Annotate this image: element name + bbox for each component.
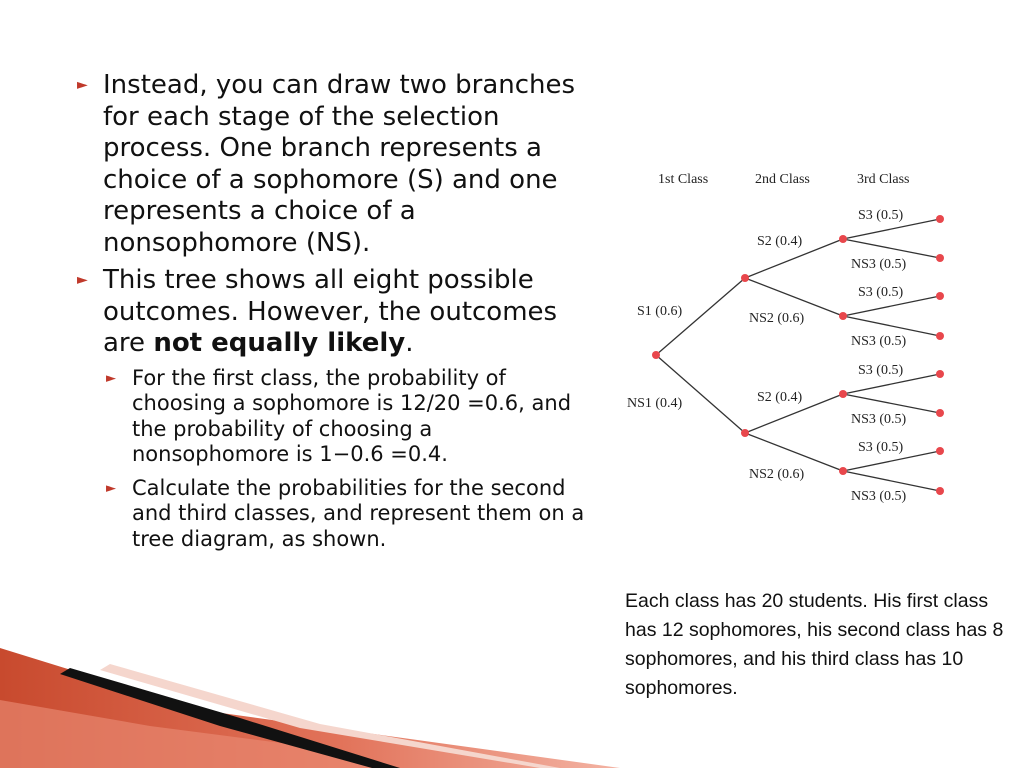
bullet-1 [75,70,595,259]
sub-bullet-arrow-icon: ► [106,480,116,496]
tree-leaf [936,487,944,495]
branch-ns1 [656,355,745,433]
tree-leaf [936,332,944,340]
tree-leaf [936,409,944,417]
tree-node [741,274,749,282]
branch-ns3 [843,394,940,413]
bullet-2-text: This tree shows all eight possible outcomes. However, the outcomes are [103,265,558,358]
tree-node [741,429,749,437]
label-s3: S3 (0.5) [858,285,904,300]
label-s3: S3 (0.5) [858,363,904,378]
branch-ns3 [843,316,940,336]
header-2nd-class: 2nd Class [755,172,810,187]
label-s1: S1 (0.6) [637,304,683,319]
bullet-2 [75,265,595,360]
tree-leaf [936,215,944,223]
header-3rd-class: 3rd Class [857,172,910,187]
bullet-arrow-icon: ► [77,272,88,288]
tree-diagram [600,150,960,520]
branch-ns3 [843,471,940,491]
bullet-2-period: . [405,328,414,358]
label-s3: S3 (0.5) [858,440,904,455]
tree-node [839,467,847,475]
bullet-arrow-icon: ► [77,77,88,93]
tree-leaf [936,447,944,455]
sub-bullet-2 [104,476,595,553]
branch-ns3 [843,239,940,258]
header-1st-class: 1st Class [658,172,709,187]
sub-bullet-1-text: For the first class, the probability of choosing a sophomore is 12/20 =0.6, and the probability of choosing a nonsophomore is 1−0.6 =0.4. [132,365,572,466]
label-ns1: NS1 (0.4) [627,396,683,411]
label-s2-upper: S2 (0.4) [757,234,803,249]
label-ns3: NS3 (0.5) [851,334,907,349]
sub-bullet-arrow-icon: ► [106,370,116,386]
sub-bullet-2-text: Calculate the probabilities for the second and third classes, and represent them on a tree diagram, as shown. [132,475,585,551]
label-ns2-upper: NS2 (0.6) [749,311,805,326]
decorative-swoosh [0,640,620,768]
tree-node [839,390,847,398]
tree-node [839,312,847,320]
bullet-2-bold-text: not equally likely [153,328,406,358]
label-ns3: NS3 (0.5) [851,257,907,272]
label-ns3: NS3 (0.5) [851,489,907,504]
tree-leaf [936,254,944,262]
tree-leaf [936,370,944,378]
caption-text: Each class has 20 students. His first class has 12 sophomores, his second class has 8 sophomores, and his third class has 10 sophomores. [625,590,1004,699]
tree-node-root [652,351,660,359]
branch-ns2-lower [745,433,843,471]
tree-node [839,235,847,243]
tree-leaf [936,292,944,300]
label-s3: S3 (0.5) [858,208,904,223]
label-s2-lower: S2 (0.4) [757,390,803,405]
bullet-list [75,70,595,560]
label-ns3: NS3 (0.5) [851,412,907,427]
bullet-1-text: Instead, you can draw two branches for each stage of the selection process. One branch represents a choice of a sophomore (S) and one represents a choice of a nonsophomore (NS). [103,70,576,258]
sub-bullet-1 [104,366,595,468]
label-ns2-lower: NS2 (0.6) [749,467,805,482]
